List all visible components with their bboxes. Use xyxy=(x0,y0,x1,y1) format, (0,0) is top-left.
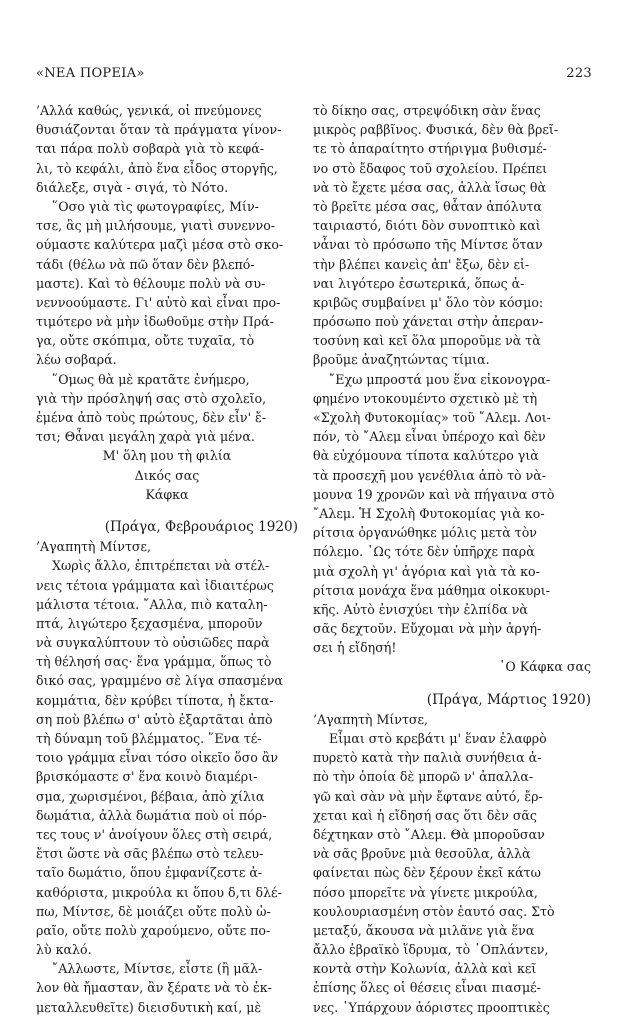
text-line: ναι λιγότερο ἐσωτερικά, ὅπως ἀ- xyxy=(313,275,525,291)
text-line: πω, Μίντσε, δὲ μοιάζει οὔτε πολὺ ὡ- xyxy=(36,903,271,919)
text-line: τάδι (θέλω νὰ πῶ ὅταν δὲν βλεπό- xyxy=(36,256,255,272)
text-line: φημένο ντοκουμέντο σχετικὸ μὲ τὴ xyxy=(313,390,538,406)
paragraph-gap xyxy=(313,677,591,691)
text-line: νεννοούμαστε. Γι' αὐτὸ καὶ εἶναι προ- xyxy=(36,294,281,310)
text-line: σμα, χωρισμένοι, βέβαια, ἀπὸ χίλια xyxy=(36,788,265,804)
text-line: τὴ θέλησή σας· ἕνα γράμμα, ὅπως τὸ xyxy=(36,654,272,670)
text-line: κοντὰ στὴν Κολωνία, ἀλλὰ καὶ κεῖ xyxy=(313,961,537,977)
text-line: δωμάτια, ἀλλὰ δωμάτια ποὺ οἱ πόρ- xyxy=(36,807,267,823)
text-line: ρίτσια ὀργανώθηκε μόλις μετὰ τὸν xyxy=(313,525,537,541)
text-line: ῞Οσο γιὰ τὶς φωτογραφίες, Μίν- xyxy=(52,198,259,214)
text-line: ται πάρα πολὺ σοβαρὰ γιὰ τὸ κεφά- xyxy=(36,141,264,157)
text-line: ἔτσι ὥστε νὰ σᾶς βλέπω στὸ τελευ- xyxy=(36,846,264,862)
text-line: ταιριαστό, διότι δὸν συνοπτικὸ καὶ xyxy=(313,218,541,234)
text-line: πυρετὸ κατὰ τὴν παλιὰ συνήθεια ἀ- xyxy=(313,750,542,766)
text-line: τε τὸ ἀπαραίτητο στήριγμα βυθισμέ- xyxy=(313,141,547,157)
text-line: νἆναι τὸ πρόσωπο τῆς Μίντσε ὅταν xyxy=(313,237,543,253)
text-line: νες. ῾Υπάρχουν ἀόριστες προοπτικὲς xyxy=(313,999,550,1015)
text-line: ἄλλο ἑβραϊκὸ ἵδρυμα, τὸ ᾿Οπλάντεν, xyxy=(313,942,549,958)
text-line: τες τους ν' ἀνοίγουν ὅλες στὴ σειρά, xyxy=(36,826,273,842)
text-line: ῾Ο Κάφκα σας xyxy=(499,659,591,675)
text-line: τσε, ἃς μὴ μιλήσουμε, γιατὶ συνεννο- xyxy=(36,218,276,234)
text-line: τὴν βλέπει κανεὶς ἀπ' ἔξω, δὲν εἰ- xyxy=(313,256,530,272)
text-line: τσι; Θἆναι μεγάλη χαρὰ γιὰ μένα. xyxy=(36,429,255,445)
text-line: μεταλλευθεῖτε) διεισδυτικὴ καί, μὲ xyxy=(36,999,262,1015)
text-line: ἐμένα ἀπὸ τοὺς πρώτους, δὲν εἶν' ἔ- xyxy=(36,410,267,425)
text-line: ούμαστε καλύτερα μαζὶ μέσα στὸ σκο- xyxy=(36,237,284,253)
text-line: «Σχολὴ Φυτοκομίας» τοῦ ῎Αλεμ. Λοι- xyxy=(313,410,551,425)
text-line: τοιο γράμμα εἶναι τόσο οἰκεῖο ὅσο ἂν xyxy=(36,750,279,766)
text-line: θυσιάζονται ὅταν τὰ πράγματα γίνον- xyxy=(36,122,282,138)
text-line: δικό σας, γραμμένο σὲ λίγα σπασμένα xyxy=(36,673,283,689)
text-line: τὸ βρεῖτε μέσα σας, θἆταν ἀπόλυτα xyxy=(313,198,542,214)
text-line: ’Αγαπητὴ Μίντσε, xyxy=(36,539,152,555)
text-line: κομμάτια, δὲν κρύβει τίποτα, ἡ ἔκτα- xyxy=(36,692,274,708)
text-line: θὰ εὐχόμουνα τίποτα καλύτερο γιὰ xyxy=(313,448,539,464)
running-head xyxy=(36,66,592,84)
text-line: πόσο μπορεῖτε νὰ γίνετε μικρούλα, xyxy=(313,884,538,900)
text-line: πόλεμο. ῾Ως τότε δὲν ὑπῆρχε παρὰ xyxy=(313,544,535,560)
left-column xyxy=(36,101,298,1017)
text-line: ’Αλλά καθώς, γενικά, οἱ πνεύμονες xyxy=(36,103,262,118)
text-line: λὺ καλό. xyxy=(36,942,92,958)
text-line: χεται καὶ ἡ εἴδησή σας ὅτι δὲν σᾶς xyxy=(313,807,537,823)
text-line: γῶ καὶ σὰν νὰ μὴν ἔφτανε αὐτό, ἔρ- xyxy=(313,788,543,804)
text-line: ραῖο, οὔτε πολὺ χαρούμενο, οὔτε πο- xyxy=(36,922,271,938)
text-line: Κάφκα xyxy=(145,486,189,502)
text-line: ’Αγαπητὴ Μίντσε, xyxy=(313,711,429,727)
text-line: (Πράγα, Φεβρουάριος 1920) xyxy=(104,518,298,535)
text-line: φαίνεται πὼς δὲν ξέρουν ἐκεῖ κάτω xyxy=(313,865,541,881)
text-line: πτά, λιγώτερο ξεχασμένα, μποροῦν xyxy=(36,615,263,631)
text-line: κριβῶς συμβαίνει μ' ὅλο τὸν κόσμο: xyxy=(313,294,544,310)
page-number: 223 xyxy=(566,66,592,81)
text-line: μιὰ σχολὴ γι' ἀγόρια καὶ γιὰ τὰ κο- xyxy=(313,563,540,579)
text-line: βρισκόμαστε σ' ἕνα κοινὸ διαμέρι- xyxy=(36,769,258,785)
right-column xyxy=(313,101,591,1017)
text-line: καθόριστα, μικρούλα κι ὅπου δ,τι δλέ- xyxy=(36,884,282,900)
text-line: νὰ τὸ ἔχετε μέσα σας, ἀλλὰ ἴσως θὰ xyxy=(313,179,547,195)
text-line: μεταξύ, ἄκουσα νὰ μιλᾶνε γιὰ ἕνα xyxy=(313,922,535,938)
text-line: λέω σοβαρά. xyxy=(36,352,117,368)
text-line: μουνα 19 χρονῶν καὶ νὰ πήγαινα στὸ xyxy=(313,486,555,502)
text-line: κουλουριασμένη στὸν ἑαυτό σας. Στὸ xyxy=(313,903,555,919)
text-line: πὸ τὴν ὁποία δὲ μπορῶ ν' ἀπαλλα- xyxy=(313,769,534,785)
text-line: Χωρὶς ἄλλο, ἐπιτρέπεται νὰ στέλ- xyxy=(52,558,270,574)
text-line: ῞Ομως θὰ μὲ κρατᾶτε ἐνήμερο, xyxy=(52,371,250,387)
paragraph-gap xyxy=(36,504,298,518)
text-line: νο στὸ ἔδαφος τοῦ σχολείου. Πρέπει xyxy=(313,160,548,176)
text-line: βροῦμε ἀναζητώντας τίμια. xyxy=(313,352,490,368)
text-line: τοσύνη καὶ κεῖ ὅλα μποροῦμε νὰ τὰ xyxy=(313,333,541,349)
text-line: σει ἡ εἴδησή! xyxy=(313,640,397,656)
text-line: τὴ δύναμη τοῦ βλέμματος. ῞Ενα τέ- xyxy=(36,731,262,746)
text-line: πρόσωπο ποὺ χάνεται στὴν ἀπεραν- xyxy=(313,314,544,330)
text-line: λι, τὸ κεφάλι, ἀπὸ ἕνα εἶδος στοργῆς, xyxy=(36,160,278,176)
text-line: νὰ σᾶς βροῦνε μιὰ θεσοῦλα, ἀλλὰ xyxy=(313,846,531,862)
text-line: ρίτσια μονάχα ἕνα μάθημα οἰκοκυρι- xyxy=(313,582,550,598)
text-line: ῎Εχω μπροστά μου ἕνα εἰκονογρα- xyxy=(329,371,551,387)
text-line: Δικός σας xyxy=(134,467,200,483)
text-line: γιὰ τὴν πρόσληψή σας στὸ σχολεῖο, xyxy=(36,390,267,406)
text-line: ση ποὺ βλέπω σ' αὐτὸ ἐξαρτᾶται ἀπὸ xyxy=(36,711,273,727)
text-line: διάλεξε, σιγὰ - σιγά, τὸ Νότο. xyxy=(36,179,229,195)
text-line: Μ' ὅλη μου τὴ φιλία xyxy=(102,448,232,464)
text-line: μαστε). Καὶ τὸ θέλουμε πολὺ νὰ συ- xyxy=(36,275,266,291)
text-line: μάλιστα τέτοια. ῎Αλλα, πιὸ καταλη- xyxy=(36,596,268,612)
text-line: νεις τέτοια γράμματα καὶ ἰδιαιτέρως xyxy=(36,577,274,593)
text-line: μικρὸς ραββῖνος. Φυσικά, δὲν θὰ βρεῖ- xyxy=(313,122,559,138)
text-line: τιμότερο νὰ μὴν ἰδωθοῦμε στὴν Πρά- xyxy=(36,314,274,330)
journal-title: «ΝΕΑ ΠΟΡΕΙΑ» xyxy=(36,66,145,81)
text-line: Εἶμαι στὸ κρεβάτι μ' ἕναν ἐλαφρὸ xyxy=(329,731,547,746)
text-line: ταῖο δωμάτιο, ὅπου ἐμφανίζεστε ἀ- xyxy=(36,865,263,881)
text-line: τὰ προσεχῆ μου γενέθλια ἀπὸ τὸ νὰ- xyxy=(313,467,547,483)
text-line: ῎Αλεμ. Ἡ Σχολὴ Φυτοκομίας γιὰ κο- xyxy=(313,505,545,521)
text-line: ἐπίσης ὅλες οἱ θέσεις εἶναι πιασμέ- xyxy=(313,980,541,996)
text-line: ῎Αλλωστε, Μίντσε, εἶστε (ἢ μᾶλ- xyxy=(52,961,263,977)
text-line: (Πράγα, Μάρτιος 1920) xyxy=(426,691,591,708)
text-line: λον θὰ ἤμασταν, ἂν ξέρατε νὰ τὸ ἐκ- xyxy=(36,980,272,996)
text-line: κῆς. Αὐτὸ ἐνισχύει τὴν ἐλπίδα νὰ xyxy=(313,601,528,617)
text-line: πόν, τὸ ῎Αλεμ εἶναι ὑπέροχο καὶ δὲν xyxy=(313,429,546,445)
text-line: δέχτηκαν στὸ ῎Αλεμ. Θὰ μποροῦσαν xyxy=(313,826,545,842)
text-line: νὰ συγκαλύπτουν τὸ οὐσιῶδες παρὰ xyxy=(36,635,270,651)
text-line: γα, οὔτε σκόπιμα, οὔτε τυχαῖα, τὸ xyxy=(36,333,255,349)
text-line: τὸ δίκηο σας, στρεψόδικη σὰν ἕνας xyxy=(313,103,541,118)
text-line: σᾶς δεχτοῦν. Εὔχομαι νὰ μὴν ἀργή- xyxy=(313,621,542,637)
